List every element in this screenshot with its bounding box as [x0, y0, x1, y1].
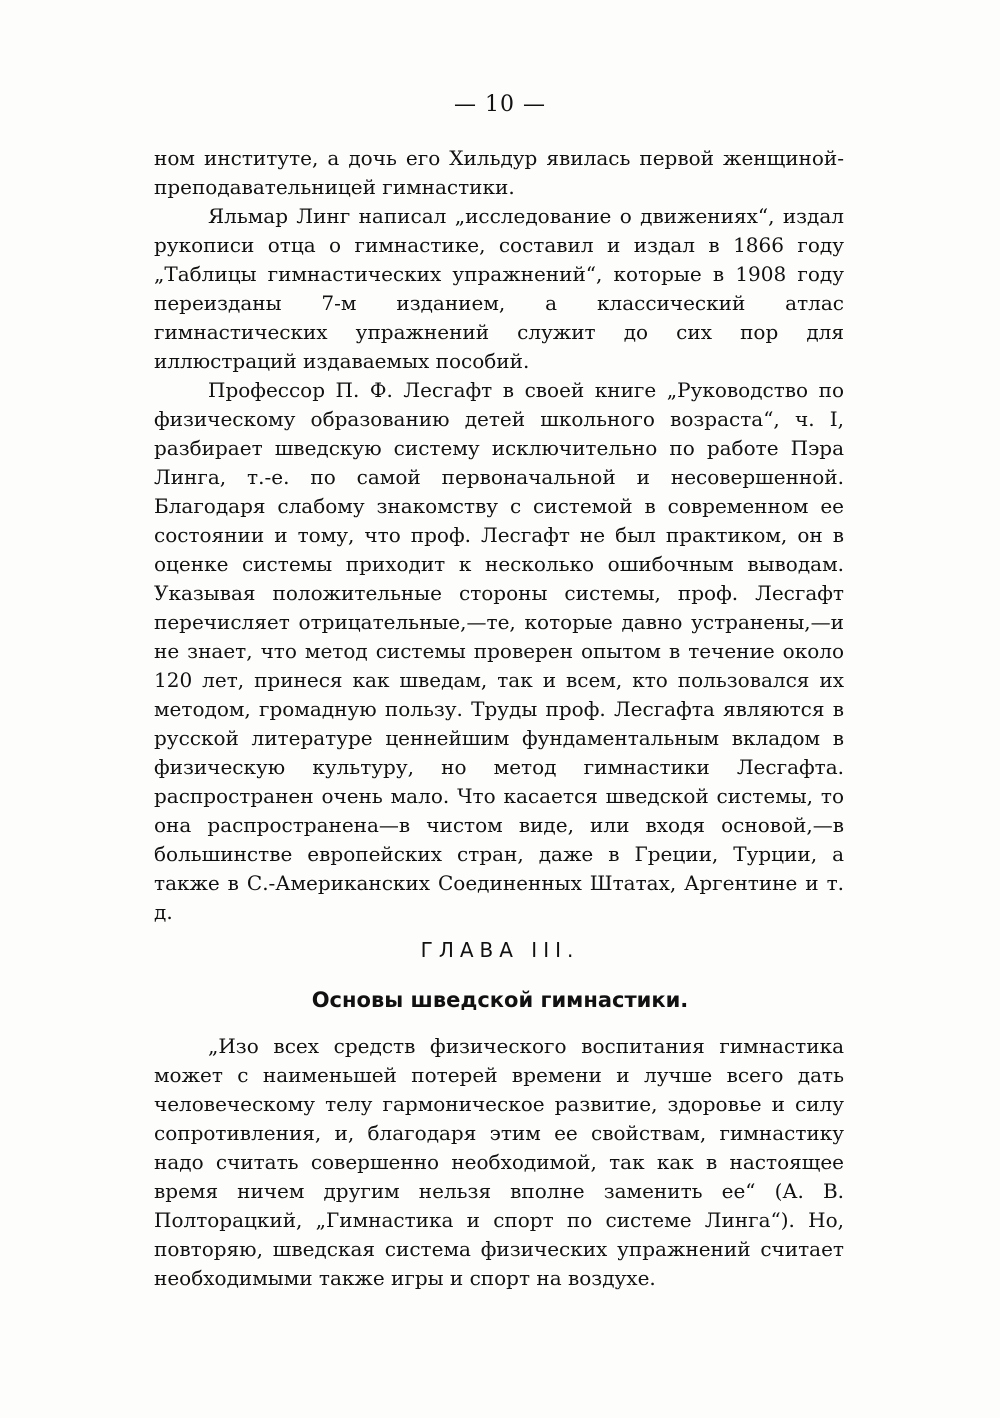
- text-block-top: [154, 144, 844, 927]
- text-block-bottom: [154, 1032, 844, 1293]
- page-number: — 10 —: [454, 92, 546, 117]
- chapter-label: ГЛАВА III.: [420, 938, 580, 962]
- paragraph-quote-poltoratsky: „Изо всех средств физического воспитания гимнастика может с наименьшей потерей времени и лучше всего дать человеческому телу гармоническое развитие, здоровье и силу сопротивления, и, благодаря этим ее свойствам, гимнастику надо считать совершенно необходимой, так как в настоящее время ничем другим нельзя вполне заменить ее“ (А. В. Полторацкий, „Гимнастика и спорт по системе Линга“). Но, повторяю, шведская система физических упражнений считает необходимыми также игры и спорт на воздухе.: [154, 1034, 844, 1290]
- paragraph-continued: ном институте, а дочь его Хильдур явилась первой женщиной-преподавательницей гимнастики.: [154, 146, 844, 199]
- chapter-title: Основы шведской гимнастики.: [311, 988, 689, 1012]
- paragraph-hjalmar-ling: Яльмар Линг написал „исследование о движениях“, издал рукописи отца о гимнастике, составил и издал в 1866 году „Таблицы гимнастических упражнений“, которые в 1908 году переизданы 7-м изданием, а классический атлас гимнастических упражнений служит до сих пор для иллюстраций издаваемых пособий.: [154, 204, 844, 373]
- paragraph-lesgaft: Профессор П. Ф. Лесгафт в своей книге „Руководство по физическому образованию детей школьного возраста“, ч. I, разбирает шведскую систему исключительно по работе Пэра Линга, т.-е. по самой первоначальной и несовершенной. Благодаря слабому знакомству с системой в современном ее состоянии и тому, что проф. Лесгафт не был практиком, он в оценке системы приходит к несколько ошибочным выводам. Указывая положительные стороны системы, проф. Лесгафт перечисляет отрицательные,—те, которые давно устранены,—и не знает, что метод системы проверен опытом в течение около 120 лет, принеся как шведам, так и всем, кто пользовался их методом, громадную пользу. Труды проф. Лесгафта являются в русской литературе ценнейшим фундаментальным вкладом в физическую культуру, но метод гимнастики Лесгафта. распространен очень мало. Что касается шведской системы, то она распространена—в чистом виде, или входя основой,—в большинстве европейских стран, даже в Греции, Турции, а также в С.-Американских Соединенных Штатах, Аргентине и т. д.: [154, 378, 844, 924]
